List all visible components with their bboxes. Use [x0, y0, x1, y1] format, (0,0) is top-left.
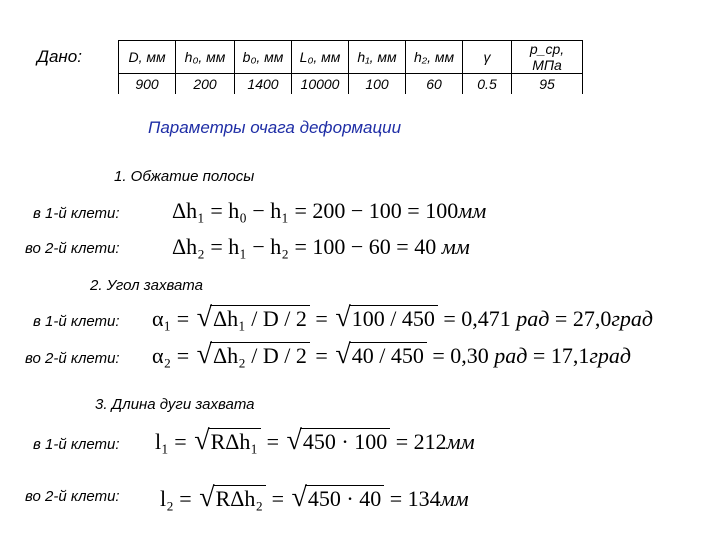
- given-value-cell: 900: [119, 74, 176, 95]
- sqrt-icon: √: [335, 339, 351, 370]
- row-label: в 1-й клети:: [33, 436, 120, 453]
- given-value-cell: 95: [512, 74, 583, 95]
- unit-label: мм: [446, 429, 475, 454]
- row-label: в 1-й клети:: [33, 205, 120, 222]
- page-title: Параметры очага деформации: [148, 118, 402, 137]
- sqrt-group: [333, 339, 427, 371]
- given-value-cell: 1400: [235, 74, 292, 95]
- formula: [172, 198, 486, 224]
- section-heading: 2. Угол захвата: [90, 277, 203, 294]
- unit-label: град: [611, 306, 654, 331]
- sqrt-icon: √: [199, 482, 215, 513]
- sqrt-icon: √: [196, 339, 212, 370]
- given-header-cell: h₁, мм: [349, 41, 406, 74]
- sqrt-group: [192, 425, 261, 457]
- formula-result: = 212: [395, 429, 447, 454]
- formula-lhs: α₂ =: [152, 343, 190, 368]
- given-header-row: [119, 41, 583, 74]
- radicand: Δh₁ / D / 2: [210, 305, 310, 331]
- sqrt-group: [333, 302, 438, 334]
- row-label: в 1-й клети:: [33, 313, 120, 330]
- formula-expression: Δh₁ = h₀ − h₁ = 200 − 100 = 100: [172, 198, 459, 223]
- sqrt-icon: √: [291, 482, 307, 513]
- given-value-cell: 10000: [292, 74, 349, 95]
- radicand: 450 · 40: [305, 485, 384, 511]
- given-header-cell: h₂, мм: [406, 41, 463, 74]
- formula-lhs: α₁ =: [152, 306, 190, 331]
- formula: l₁ = √RΔh₁ = √450 · 100 = 212мм: [155, 425, 475, 456]
- radicand: RΔh₁: [208, 428, 262, 454]
- given-header-cell: D, мм: [119, 41, 176, 74]
- sqrt-group: [195, 339, 310, 371]
- sqrt-group: [195, 302, 310, 334]
- unit-label: рад: [494, 343, 528, 368]
- formula-result: = 17,1: [532, 343, 590, 368]
- sqrt-icon: √: [194, 425, 210, 456]
- given-label: Дано:: [37, 47, 82, 66]
- formula: α₂ = √Δh₂ / D / 2 = √40 / 450 = 0,30 рад = 17,1град: [152, 339, 632, 370]
- given-value-cell: 60: [406, 74, 463, 95]
- row-label: во 2-й клети:: [25, 350, 120, 367]
- given-header-cell: γ: [463, 41, 512, 74]
- formula-result: = 27,0: [554, 306, 612, 331]
- given-header-cell: p_ср, МПа: [512, 41, 583, 74]
- radicand: 450 · 100: [300, 428, 390, 454]
- unit-label: рад: [516, 306, 550, 331]
- formula-result: = 0,471: [443, 306, 511, 331]
- given-header-cell: h₀, мм: [176, 41, 235, 74]
- unit-label: мм: [440, 486, 469, 511]
- given-header-cell: L₀, мм: [292, 41, 349, 74]
- formula-result: = 134: [389, 486, 441, 511]
- formula: l₂ = √RΔh₂ = √450 · 40 = 134мм: [160, 482, 469, 513]
- formula: [172, 234, 470, 260]
- unit-label: мм: [441, 234, 470, 259]
- unit-label: мм: [458, 198, 487, 223]
- formula-expression: Δh₂ = h₁ − h₂ = 100 − 60 = 40: [172, 234, 437, 259]
- sqrt-icon: √: [286, 425, 302, 456]
- sqrt-group: [285, 425, 391, 457]
- sqrt-group: [290, 482, 385, 514]
- formula: α₁ = √Δh₁ / D / 2 = √100 / 450 = 0,471 рад = 27,0град: [152, 302, 654, 333]
- section-heading: 1. Обжатие полосы: [114, 168, 255, 185]
- sqrt-icon: √: [335, 302, 351, 333]
- formula-result: = 0,30: [432, 343, 489, 368]
- given-value-cell: 200: [176, 74, 235, 95]
- row-label: во 2-й клети:: [25, 240, 120, 257]
- row-label: во 2-й клети:: [25, 488, 120, 505]
- sqrt-icon: √: [196, 302, 212, 333]
- formula-lhs: l₂ =: [160, 486, 192, 511]
- radicand: 40 / 450: [349, 342, 427, 368]
- section-heading: 3. Длина дуги захвата: [95, 396, 255, 413]
- given-value-cell: 0.5: [463, 74, 512, 95]
- formula-lhs: l₁ =: [155, 429, 187, 454]
- radicand: 100 / 450: [349, 305, 438, 331]
- given-value-cell: 100: [349, 74, 406, 95]
- sqrt-group: [197, 482, 266, 514]
- unit-label: град: [589, 343, 632, 368]
- given-value-row: [119, 74, 583, 95]
- radicand: RΔh₂: [213, 485, 267, 511]
- given-table: [118, 40, 583, 94]
- radicand: Δh₂ / D / 2: [210, 342, 310, 368]
- given-header-cell: b₀, мм: [235, 41, 292, 74]
